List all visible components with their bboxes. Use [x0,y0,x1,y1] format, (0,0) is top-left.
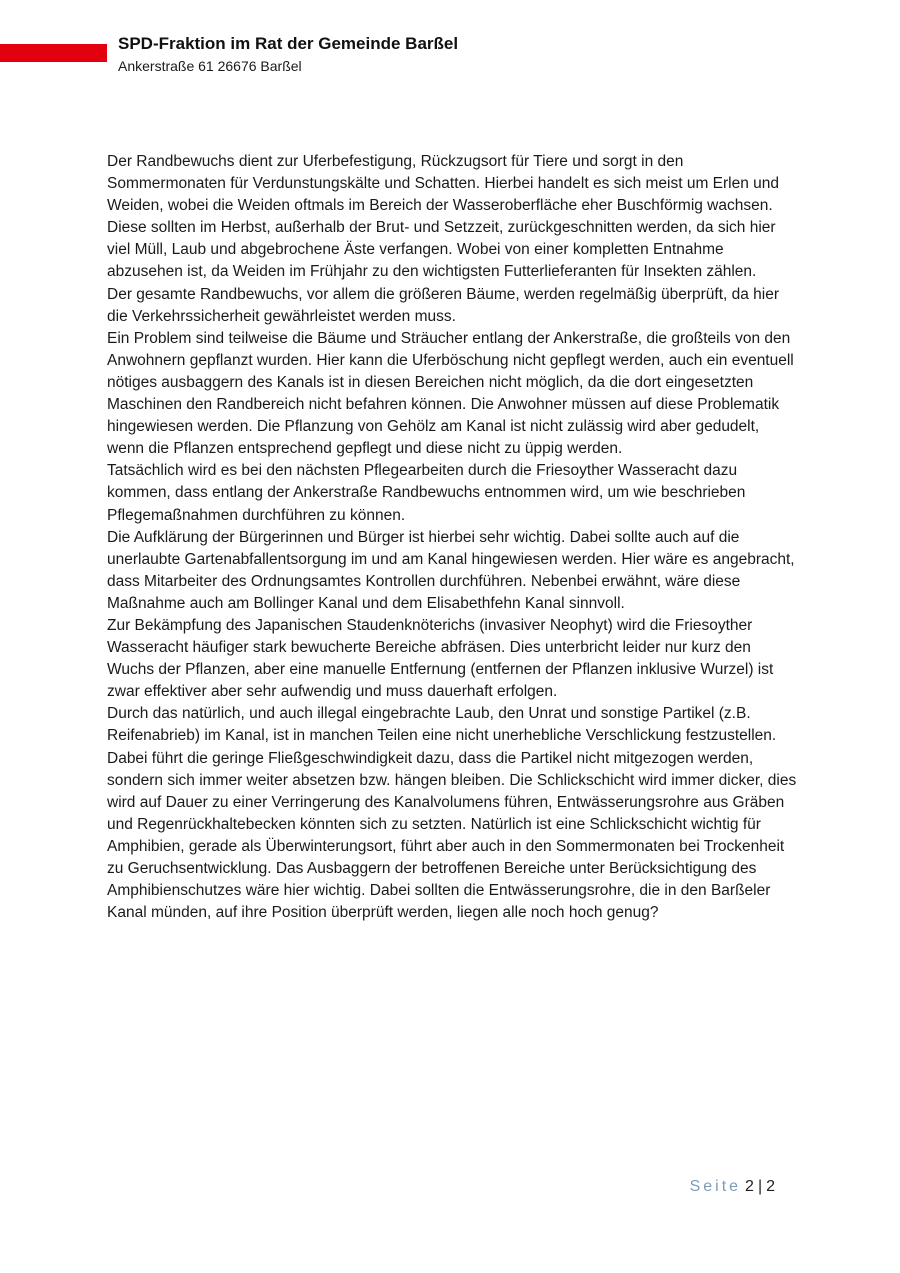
paragraph: Tatsächlich wird es bei den nächsten Pflegearbeiten durch die Friesoyther Wasseracht dazu kommen, dass entlang der Ankerstraße Randbewuchs entnommen wird, um wie beschrieben Pflegemaßnahmen durchführen zu können. [107,462,746,524]
paragraph: Die Aufklärung der Bürgerinnen und Bürger ist hierbei sehr wichtig. Dabei sollte auch auf die unerlaubte Gartenabfallentsorgung im und am Kanal hingewiesen werden. Hier wäre es angebracht, dass Mitarbeiter des Ordnungsamtes Kontrollen durchführen. Nebenbei erwähnt, wäre diese Maßnahme auch am Bollinger Kanal und dem Elisabethfehn Kanal sinnvoll. [107,528,795,612]
header-accent-bar [0,44,107,62]
paragraph: Der Randbewuchs dient zur Uferbefestigung, Rückzugsort für Tiere und sorgt in den Sommermonaten für Verdunstungskälte und Schatten. Hierbei handelt es sich meist um Erlen und Weiden, wobei die Weiden oftmals im Bereich der Wasseroberfläche eher Buschförmig wachsen. Diese sollten im Herbst, außerhalb der Brut- und Setzzeit, zurückgeschnitten werden, da sich hier viel Müll, Laub und abgebrochene Äste verfangen. Wobei von einer kompletten Entnahme abzusehen ist, da Weiden im Frühjahr zu den wichtigsten Futterlieferanten für Insekten zählen. [107,153,780,281]
total-pages-number: 2 [766,1178,775,1195]
page-footer [690,1178,775,1196]
document-body [107,151,797,924]
paragraph: Durch das natürlich, und auch illegal eingebrachte Laub, den Unrat und sonstige Partikel (z.B. Reifenabrieb) im Kanal, ist in manchen Teilen eine nicht unerhebliche Verschlickung festzustellen. Dabei führt die geringe Fließgeschwindigkeit dazu, dass die Partikel nicht mitgezogen werden, sondern sich immer weiter absetzen bzw. hängen bleiben. Die Schlickschicht wird immer dicker, dies wird auf Dauer zu einer Verringerung des Kanalvolumens führen, Entwässerungsrohre aus Gräben und Regenrückhaltebecken könnten sich zu setzten. Natürlich ist eine Schlickschicht wichtig für Amphibien, gerade als Überwinterungsort, führt aber auch in den Sommermonaten bei Trockenheit zu Geruchsentwicklung. Das Ausbaggern der betroffenen Bereiche unter Berücksichtigung des Amphibienschutzes wäre hier wichtig. Dabei sollten die Entwässerungsrohre, die in den Barßeler Kanal münden, auf ihre Position überprüft werden, liegen alle noch hoch genug? [107,705,797,922]
page-separator: | [757,1178,763,1195]
paragraph: Der gesamte Randbewuchs, vor allem die größeren Bäume, werden regelmäßig überprüft, da hier die Verkehrssicherheit gewährleistet werden muss. [107,285,780,325]
page-label: Seite [689,1178,742,1195]
organization-title: SPD-Fraktion im Rat der Gemeinde Barßel [118,34,459,53]
paragraph: Zur Bekämpfung des Japanischen Staudenknöterichs (invasiver Neophyt) wird die Friesoyther Wasseracht häufiger stark bewucherte Bereiche abfräsen. Dies unterbricht leider nur kurz den Wuchs der Pflanzen, aber eine manuelle Entfernung (entfernen der Pflanzen inklusive Wurzel) ist zwar effektiver aber sehr aufwendig und muss dauerhaft erfolgen. [107,616,774,701]
paragraph: Ein Problem sind teilweise die Bäume und Sträucher entlang der Ankerstraße, die großteils von den Anwohnern gepflanzt wurden. Hier kann die Uferböschung nicht gepflegt werden, auch ein eventuell nötiges ausbaggern des Kanals ist in diesen Bereichen nicht möglich, da die dort eingesetzten Maschinen den Randbereich nicht befahren können. Die Anwohner müssen auf diese Problematik hingewiesen werden. Die Pflanzung von Gehölz am Kanal ist nicht zulässig wird aber gedudelt, wenn die Pflanzen entsprechend gepflegt und diese nicht zu üppig werden. [107,329,794,458]
organization-address: Ankerstraße 61 26676 Barßel [118,58,302,74]
current-page-number: 2 [745,1178,754,1195]
